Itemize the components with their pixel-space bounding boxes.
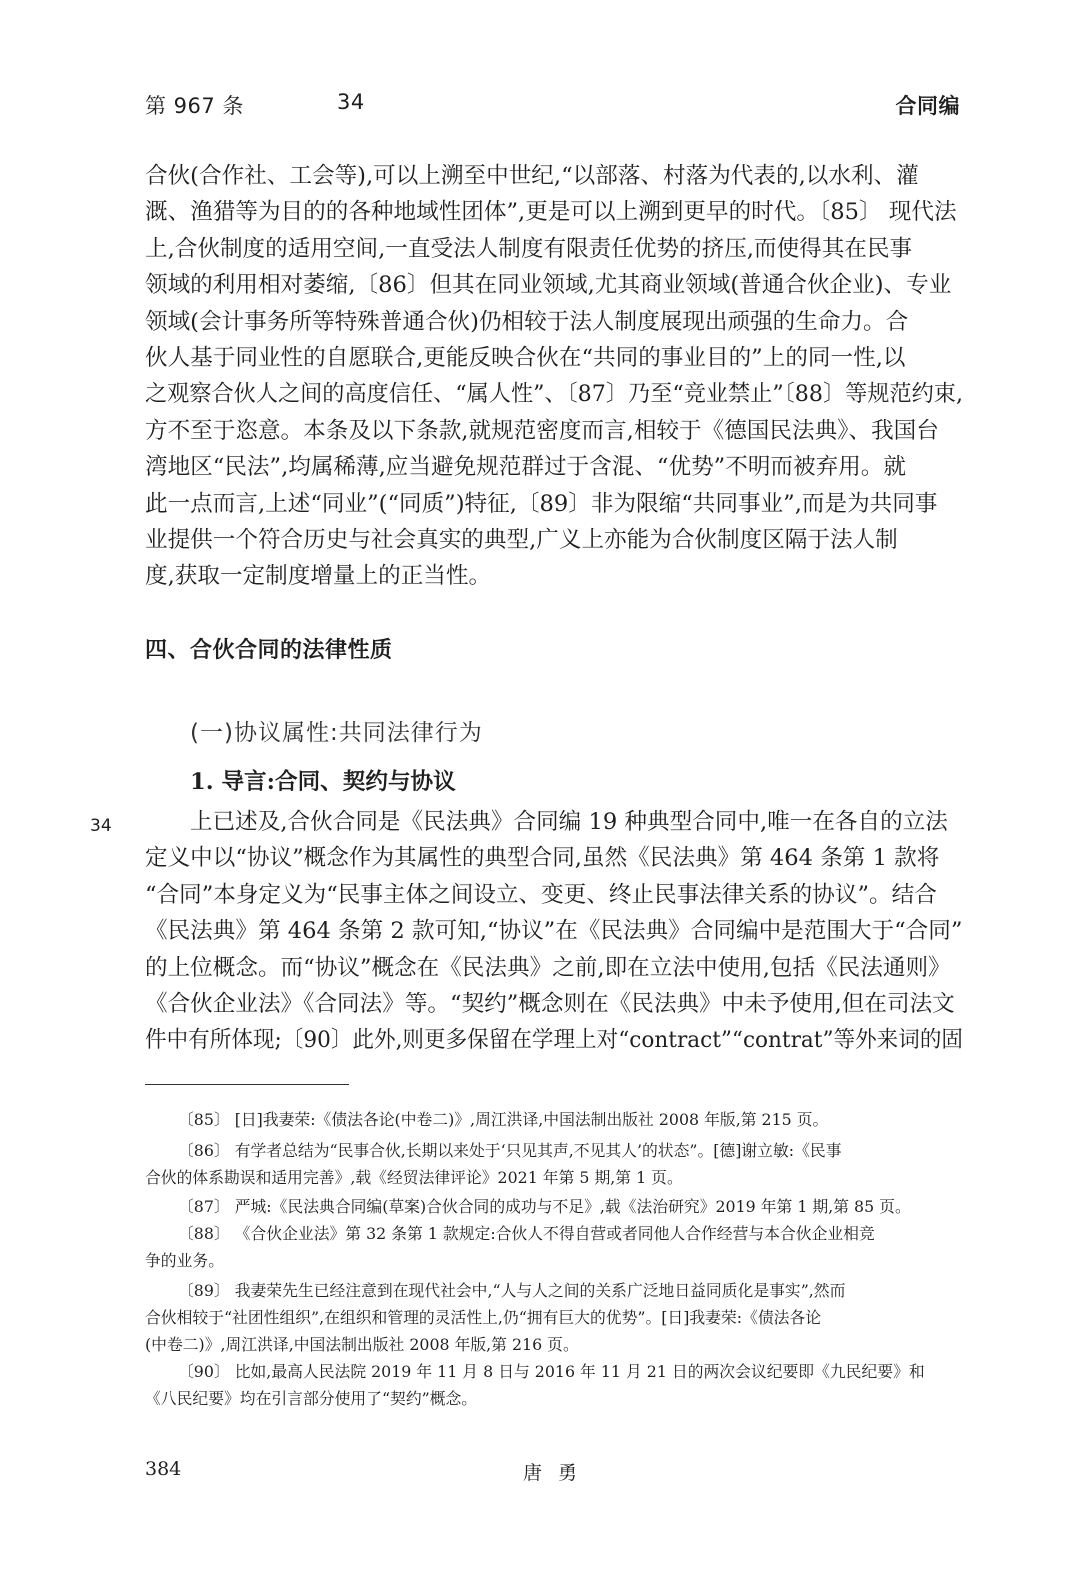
footnote-85 bbox=[145, 1106, 963, 1133]
footnote-line: 合伙相较于“社团性组织”,在组织和管理的灵活性上,仍“拥有巨大的优势”。[日]我妻荣:《债法各论 bbox=[145, 1308, 822, 1327]
footnote-line: 合伙的体系勘误和适用完善》,载《经贸法律评论》2021 年第 5 期,第 1 页。 bbox=[145, 1168, 683, 1187]
footnote-line: 争的业务。 bbox=[145, 1251, 224, 1270]
body-paragraph-2 bbox=[145, 804, 963, 1059]
text-line: 件中有所体现;〔90〕此外,则更多保留在学理上对“contract”“contrat”等外来词的固 bbox=[145, 1027, 963, 1054]
text-line: 伙人基于同业性的自愿联合,更能反映合伙在“共同的事业目的”上的同一性,以 bbox=[145, 345, 906, 372]
text-line: 《民法典》第 464 条第 2 款可知,“协议”在《民法典》合同编中是范围大于“合同” bbox=[145, 918, 963, 945]
footnote-line: 〔87〕 严城:《民法典合同编(草案)合伙合同的成功与不足》,载《法治研究》2019 年第 1 期,第 85 页。 bbox=[178, 1197, 911, 1216]
footnote-89 bbox=[145, 1277, 963, 1358]
text-line: 领域的利用相对萎缩,〔86〕但其在同业领域,尤其商业领域(普通合伙企业)、专业 bbox=[145, 272, 952, 299]
page-number: 384 bbox=[145, 1458, 182, 1480]
subsubsection-heading: 1. 导言:合同、契约与协议 bbox=[190, 769, 456, 795]
text-line: 上已述及,合伙合同是《民法典》合同编 19 种典型合同中,唯一在各自的立法 bbox=[190, 809, 948, 835]
section-heading: 四、合伙合同的法律性质 bbox=[145, 638, 393, 663]
text-line: “合同”本身定义为“民事主体之间设立、变更、终止民事法律关系的协议”。结合 bbox=[145, 881, 937, 908]
footnote-line: 〔90〕 比如,最高人民法院 2019 年 11 月 8 日与 2016 年 11 月 21 日的两次会议纪要即《九民纪要》和 bbox=[178, 1362, 925, 1381]
footnote-line: (中卷二)》,周江洪译,中国法制出版社 2008 年版,第 216 页。 bbox=[145, 1335, 579, 1354]
text-line: 湾地区“民法”,均属稀薄,应当避免规范群过于含混、“优势”不明而被弃用。就 bbox=[145, 454, 906, 481]
text-line: 《合伙企业法》《合同法》等。“契约”概念则在《民法典》中未予使用,但在司法文 bbox=[145, 991, 955, 1018]
footnote-divider bbox=[145, 1084, 349, 1085]
text-line: 上,合伙制度的适用空间,一直受法人制度有限责任优势的挤压,而使得其在民事 bbox=[145, 235, 913, 262]
footnote-line: 〔88〕 《合伙企业法》第 32 条第 1 款规定:合伙人不得自营或者同他人合作经营与本合伙企业相竞 bbox=[178, 1224, 875, 1243]
text-line: 此一点而言,上述“同业”(“同质”)特征,〔89〕非为限缩“共同事业”,而是为共同事 bbox=[145, 490, 938, 517]
text-line: 业提供一个符合历史与社会真实的典型,广义上亦能为合伙制度区隔于法人制 bbox=[145, 527, 898, 554]
footnote-line: 〔89〕 我妻荣先生已经注意到在现代社会中,“人与人之间的关系广泛地日益同质化是事实”,然而 bbox=[178, 1281, 846, 1300]
subsection-heading: (一)协议属性:共同法律行为 bbox=[190, 720, 483, 746]
running-header-article: 第 967 条 bbox=[145, 94, 244, 118]
footnote-90 bbox=[145, 1358, 963, 1412]
text-line: 领域(会计事务所等特殊普通合伙)仍相较于法人制度展现出顽强的生命力。合 bbox=[145, 308, 909, 335]
footnote-line: 〔85〕 [日]我妻荣:《债法各论(中卷二)》,周江洪译,中国法制出版社 2008 年版,第 215 页。 bbox=[178, 1110, 829, 1129]
text-line: 方不至于恣意。本条及以下条款,就规范密度而言,相较于《德国民法典》、我国台 bbox=[145, 417, 939, 444]
text-line: 合伙(合作社、工会等),可以上溯至中世纪,“以部落、村落为代表的,以水利、灌 bbox=[145, 163, 919, 189]
author-name: 唐勇 bbox=[523, 1462, 594, 1484]
footnote-line: 〔86〕 有学者总结为“民事合伙,长期以来处于‘只见其声,不见其人’的状态”。[德]谢立敏:《民事 bbox=[178, 1141, 842, 1160]
footnote-line: 《八民纪要》均在引言部分使用了“契约”概念。 bbox=[145, 1389, 478, 1408]
text-line: 的上位概念。而“协议”概念在《民法典》之前,即在立法中使用,包括《民法通则》 bbox=[145, 954, 951, 981]
running-header-book: 合同编 bbox=[895, 94, 960, 118]
text-line: 度,获取一定制度增量上的正当性。 bbox=[145, 563, 492, 590]
running-header-margin-number: 34 bbox=[337, 90, 365, 114]
text-line: 溉、渔猎等为目的的各种地域性团体”,更是可以上溯到更早的时代。〔85〕 现代法 bbox=[145, 199, 957, 226]
text-line: 之观察合伙人之间的高度信任、“属人性”、〔87〕乃至“竞业禁止”〔88〕等规范约束, bbox=[145, 381, 963, 408]
footnote-88 bbox=[145, 1220, 963, 1274]
text-line: 定义中以“协议”概念作为其属性的典型合同,虽然《民法典》第 464 条第 1 款将 bbox=[145, 845, 940, 872]
margin-number: 34 bbox=[90, 816, 112, 836]
body-paragraph-1 bbox=[145, 158, 963, 595]
footnote-86 bbox=[145, 1137, 963, 1191]
footnote-87 bbox=[145, 1193, 963, 1220]
